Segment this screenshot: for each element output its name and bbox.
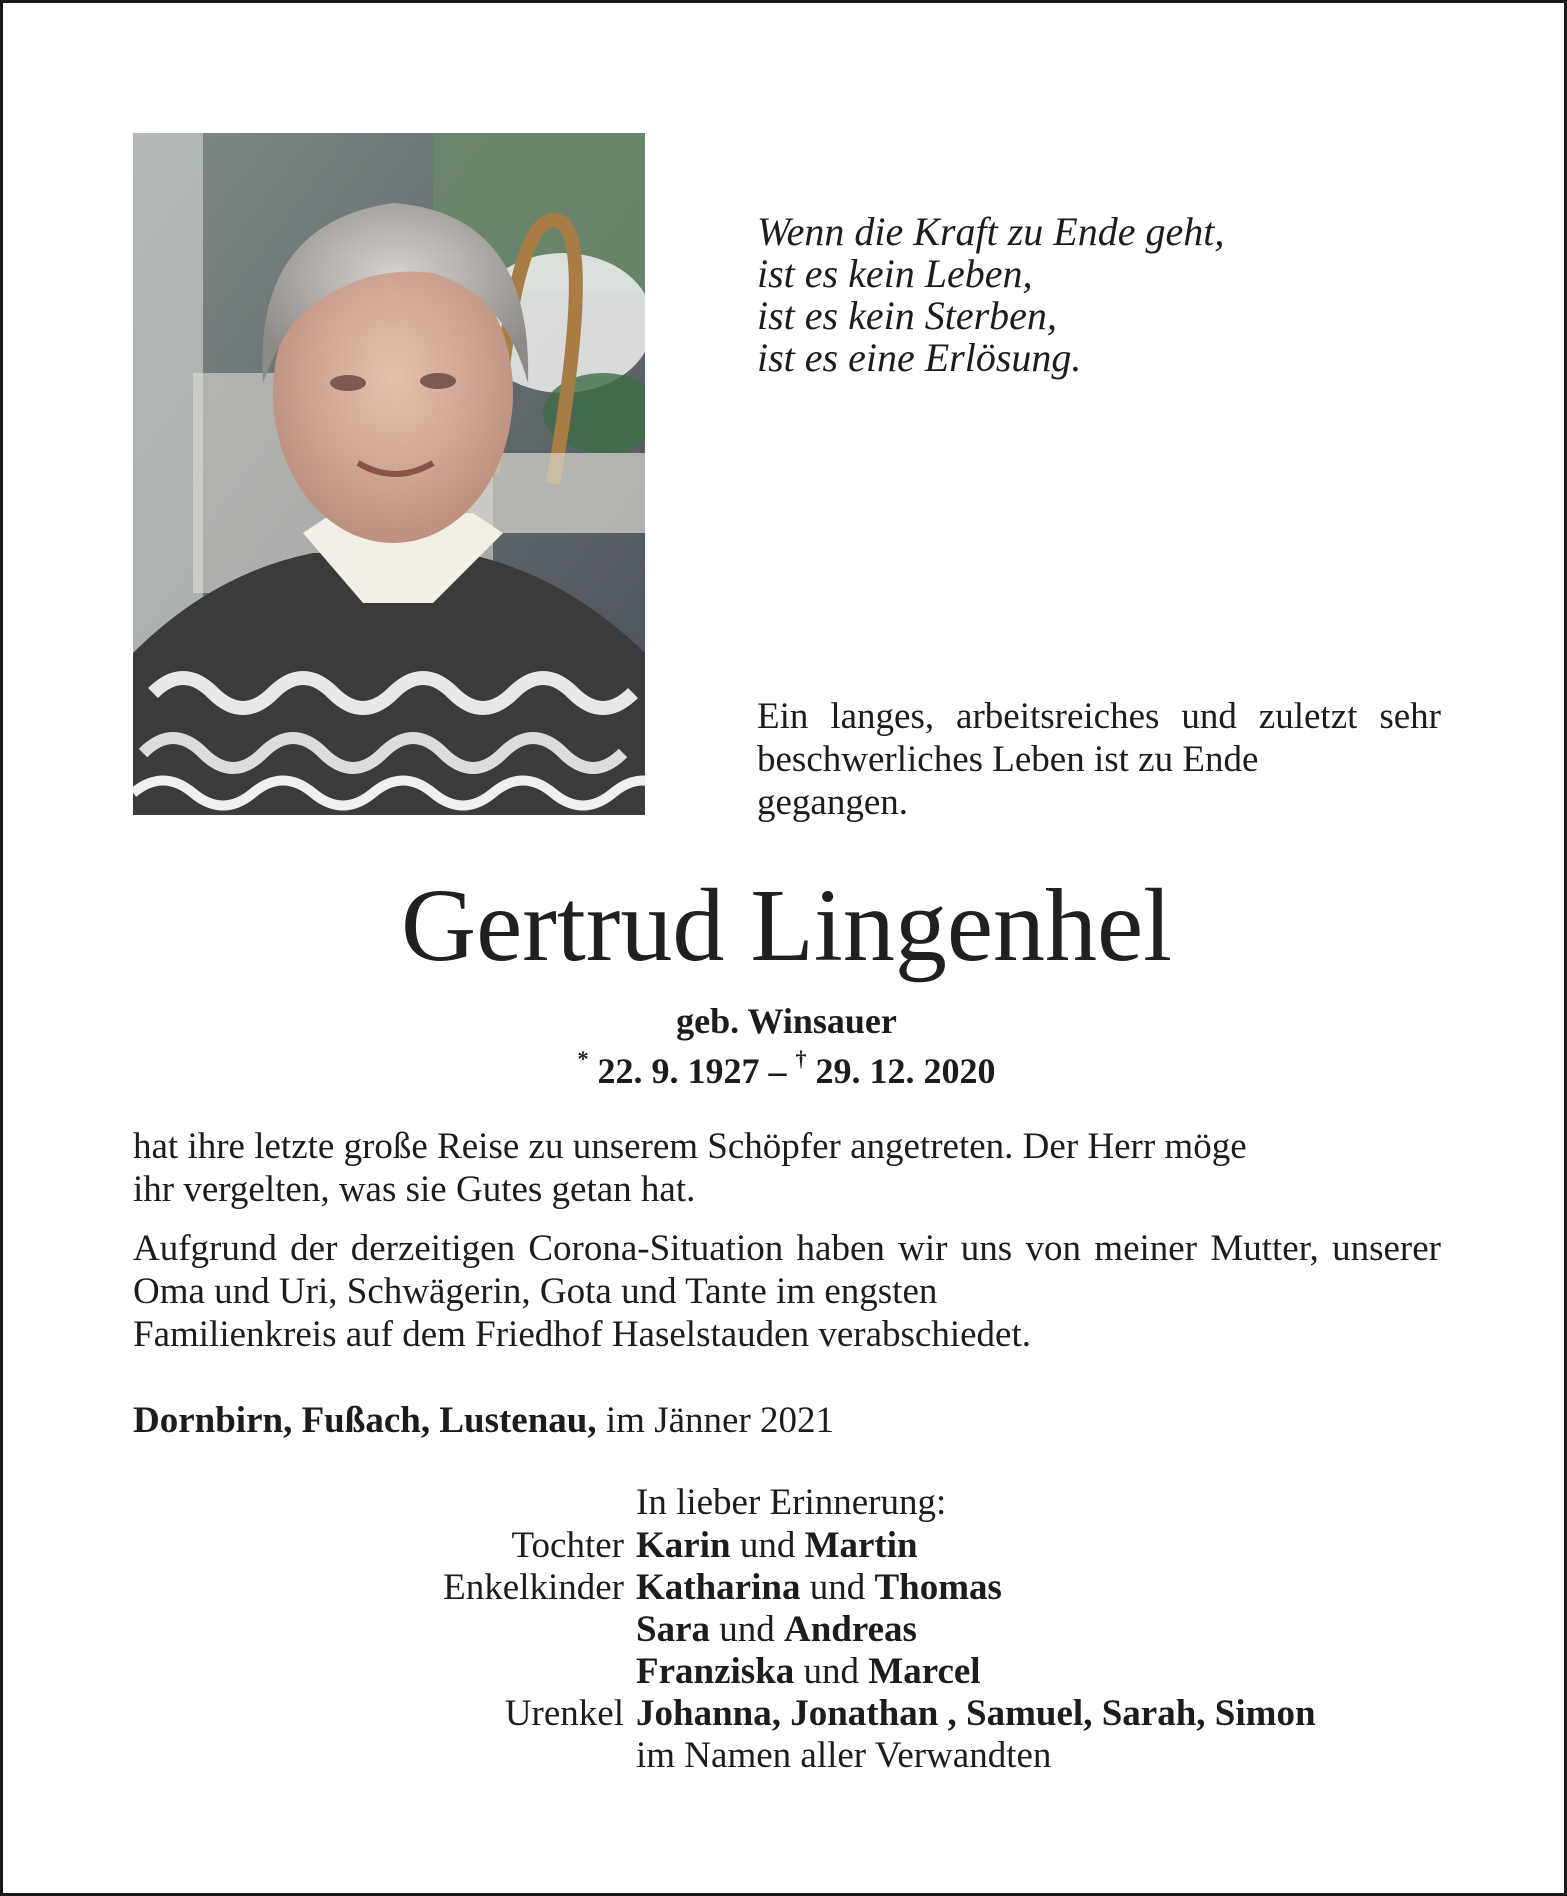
conjunction: und [739, 1525, 796, 1566]
paragraph-tail: ihr vergelten, was sie Gutes getan hat. [133, 1169, 696, 1210]
family-row [3, 1567, 1567, 1609]
family-name: Andreas [784, 1609, 917, 1650]
great-grandchildren-names: Johanna, Jonathan , Samuel, Sarah, Simon [636, 1693, 1316, 1734]
place-date [133, 1399, 834, 1442]
maiden-name: geb. Winsauer [676, 1001, 897, 1041]
poem-line: ist es eine Erlösung. [757, 335, 1082, 380]
poem-line: ist es kein Sterben, [757, 293, 1057, 338]
intro-text-tail: gegangen. [757, 782, 909, 823]
paragraph-tail: Familienkreis auf dem Friedhof Haselstauden verabschiedet. [133, 1314, 1031, 1355]
paragraph-journey [133, 1125, 1441, 1211]
paragraph-farewell [133, 1227, 1441, 1356]
poem-line: Wenn die Kraft zu Ende geht, [757, 209, 1225, 254]
family-row [3, 1525, 1567, 1567]
death-date: 29. 12. 2020 [815, 1051, 996, 1091]
family-name: Martin [804, 1525, 918, 1566]
poem [757, 211, 1224, 379]
relation-label: Urenkel [504, 1693, 624, 1734]
paragraph-main: Aufgrund der derzeitigen Corona-Situation haben wir uns von meiner Mutter, unserer Oma und Uri, Schwägerin, Gota und Tante im engsten [133, 1228, 1441, 1312]
life-dates [3, 1043, 1567, 1091]
relation-label: Tochter [511, 1525, 624, 1566]
portrait-photo [133, 133, 645, 815]
birth-symbol: * [577, 1046, 589, 1071]
intro-text-main: Ein langes, arbeitsreiches und zuletzt sehr beschwerliches Leben ist zu Ende [757, 696, 1441, 780]
closing-line: im Namen aller Verwandten [636, 1735, 1052, 1776]
family-name: Sara [636, 1609, 710, 1650]
conjunction: und [719, 1609, 775, 1650]
family-row [3, 1651, 1567, 1693]
family-name: Katharina [636, 1567, 801, 1608]
family-row [3, 1693, 1567, 1735]
intro-text [757, 695, 1441, 824]
deceased-name: Gertrud Lingenhel [400, 868, 1173, 983]
family-name: Karin [636, 1525, 731, 1566]
conjunction: und [809, 1567, 866, 1608]
date-dash: – [768, 1051, 787, 1091]
family-row [3, 1735, 1567, 1777]
poem-line: ist es kein Leben, [757, 251, 1033, 296]
place-towns: Dornbirn, Fußach, Lustenau, [133, 1400, 597, 1441]
family-name: Marcel [868, 1651, 981, 1692]
birth-date: 22. 9. 1927 [597, 1051, 760, 1091]
conjunction: und [803, 1651, 860, 1692]
death-symbol: † [795, 1046, 807, 1071]
paragraph-main: hat ihre letzte große Reise zu unserem Schöpfer angetreten. Der Herr möge [133, 1126, 1247, 1167]
family-row [3, 1609, 1567, 1651]
place-month: im Jänner 2021 [605, 1400, 835, 1441]
family-name: Franziska [636, 1651, 795, 1692]
memory-line: In lieber Erinnerung: [636, 1482, 947, 1523]
family-name: Thomas [874, 1567, 1002, 1608]
family-list [3, 1525, 1567, 1777]
relation-label: Enkelkinder [443, 1567, 624, 1608]
